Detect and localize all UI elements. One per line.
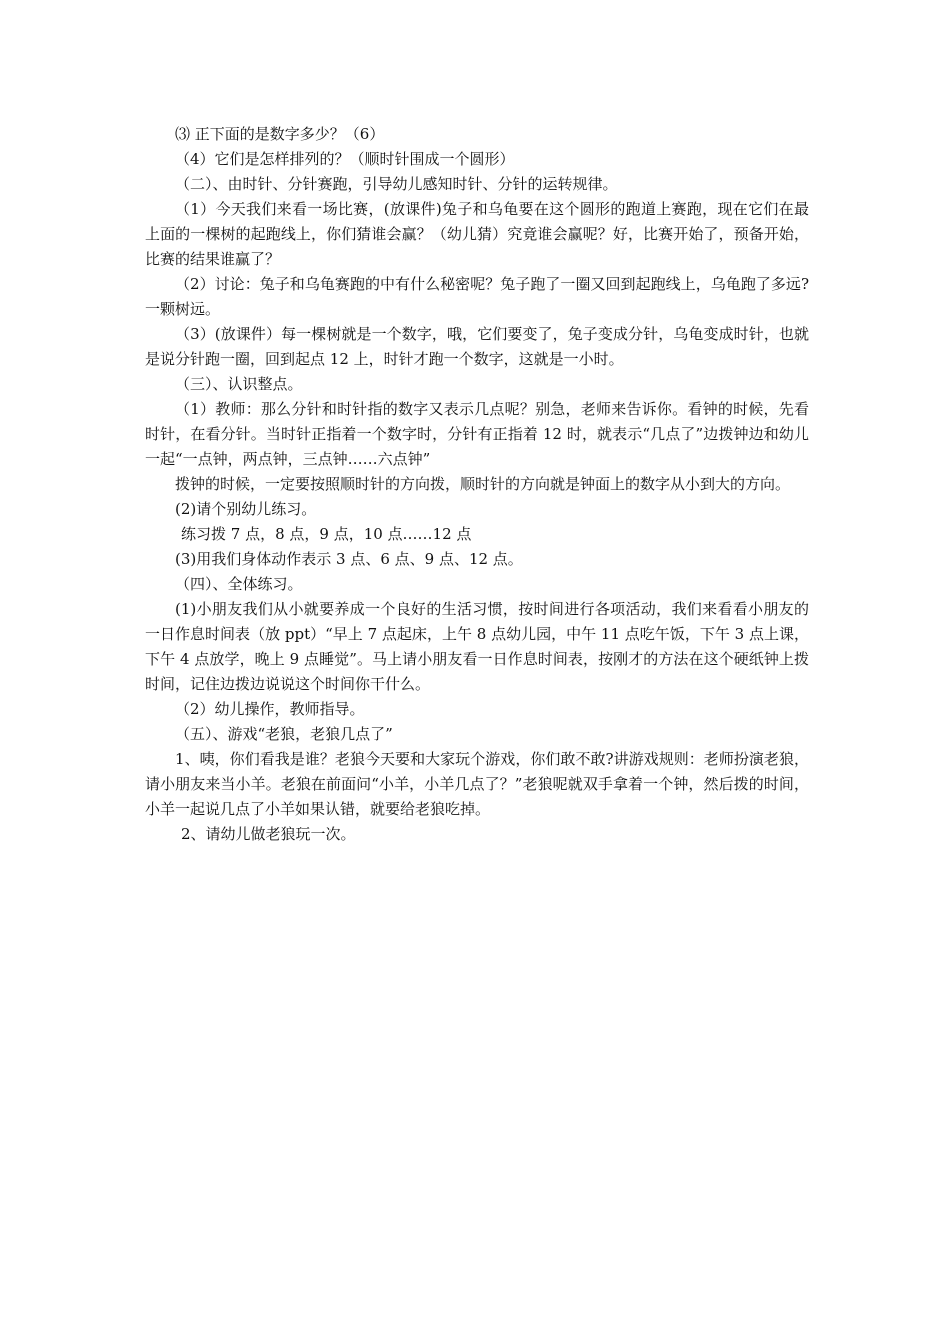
paragraph-6: （3）(放课件）每一棵树就是一个数字，哦，它们要变了，兔子变成分针，乌龟变成时针，也就是说分针跑一圈，回到起点 12 上，时针才跑一个数字，这就是一小时。	[145, 325, 809, 368]
section-heading-5: （五）、游戏“老狼，老狼几点了”	[175, 725, 393, 743]
paragraph-11: 练习拨 7 点，8 点，9 点，10 点……12 点	[181, 525, 472, 543]
paragraph-8: （1）教师：那么分针和时针指的数字又表示几点呢？别急，老师来告诉你。看钟的时候，先看时针，在看分针。当时针正指着一个数字时，分针有正指着 12 时，就表示“几点了”边拨钟边和幼儿一起“一点钟，两点钟，三点钟……六点钟”	[145, 400, 809, 468]
paragraph-18: 2、请幼儿做老狼玩一次。	[181, 825, 356, 843]
paragraph-1: ⑶ 正下面的是数字多少？（6）	[175, 125, 385, 143]
paragraph-12: (3)用我们身体动作表示 3 点、6 点、9 点、12 点。	[175, 550, 523, 568]
section-heading-3: （三）、认识整点。	[175, 375, 303, 393]
paragraph-2: （4）它们是怎样排列的？（顺时针围成一个圆形）	[175, 150, 515, 168]
paragraph-10: (2)请个别幼儿练习。	[175, 500, 317, 518]
section-heading-4: （四）、全体练习。	[175, 575, 303, 593]
paragraph-14: (1)小朋友我们从小就要养成一个良好的生活习惯，按时间进行各项活动，我们来看看小朋友的一日作息时间表（放 ppt）“早上 7 点起床，上午 8 点幼儿园，中午 11 点吃午饭，下午 3 点上课，下午 4 点放学，晚上 9 点睡觉”。马上请小朋友看一日作息时间表，按刚才的方法在这个硬纸钟上拨时间，记住边拨边说说这个时间你干什么。	[145, 600, 809, 693]
paragraph-17: 1、咦，你们看我是谁？老狼今天要和大家玩个游戏，你们敢不敢?讲游戏规则：老师扮演老狼，请小朋友来当小羊。老狼在前面问“小羊，小羊几点了？”老狼呢就双手拿着一个钟，然后拨的时间，小羊一起说几点了小羊如果认错，就要给老狼吃掉。	[145, 750, 809, 818]
document-body	[145, 122, 809, 847]
paragraph-15: （2）幼儿操作，教师指导。	[175, 700, 365, 718]
section-heading-2: （二）、由时针、分针赛跑，引导幼儿感知时针、分针的运转规律。	[175, 175, 618, 193]
paragraph-9: 拨钟的时候，一定要按照顺时针的方向拨，顺时针的方向就是钟面上的数字从小到大的方向。	[175, 475, 791, 493]
paragraph-5: （2）讨论：兔子和乌龟赛跑的中有什么秘密呢？兔子跑了一圈又回到起跑线上，乌龟跑了多远?一颗树远。	[145, 275, 809, 318]
paragraph-4: （1）今天我们来看一场比赛，(放课件)兔子和乌龟要在这个圆形的跑道上赛跑，现在它们在最上面的一棵树的起跑线上，你们猜谁会赢？（幼儿猜）究竟谁会赢呢？好，比赛开始了，预备开始，比赛的结果谁赢了？	[145, 200, 809, 268]
